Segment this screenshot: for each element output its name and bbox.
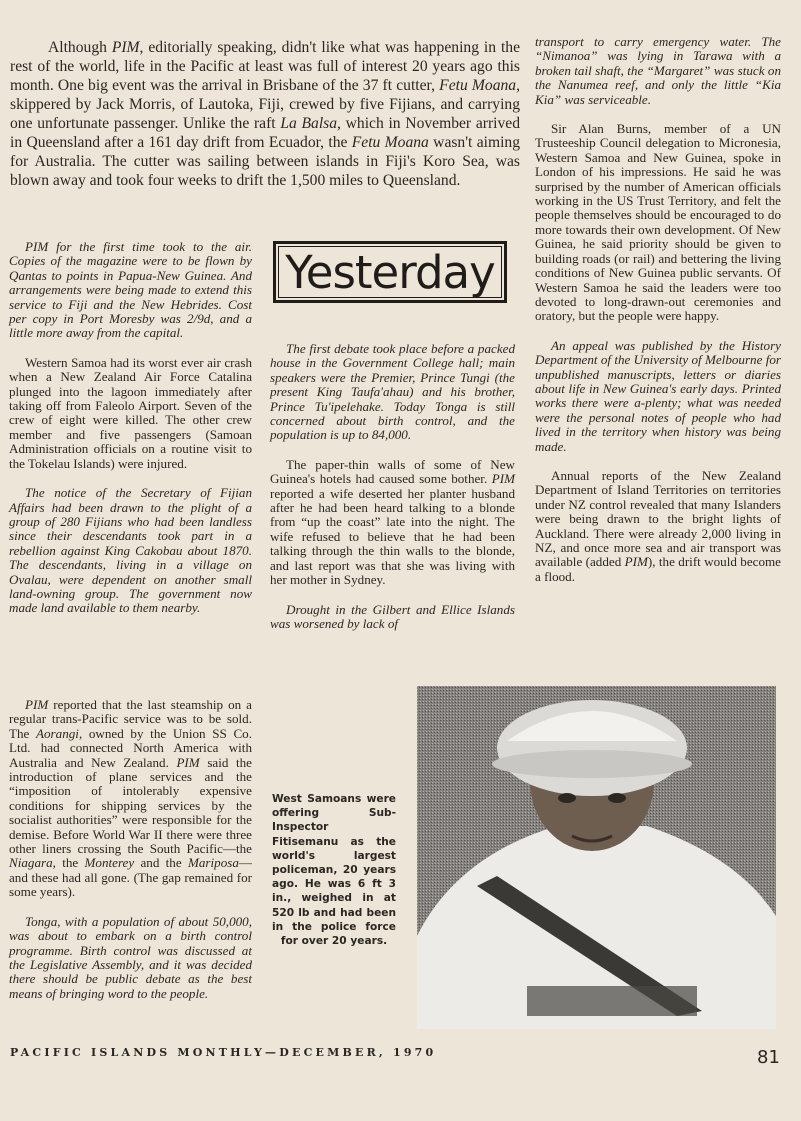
item-annual-reports bbox=[535, 469, 781, 584]
lead-pim: PIM bbox=[111, 39, 140, 56]
item-fijian-land: The notice of the Secretary of Fijian Affairs had been drawn to the plight of a group of 280 Fijians who had been landless since their descendants took part in a rebellion against King Cakobau about 1870. The descendants, living in a village on Ovalau, were dependent on another small land-owning group. The government now made land available to them nearby. bbox=[9, 485, 252, 616]
page-footer: PACIFIC ISLANDS MONTHLY—DECEMBER, 1970 bbox=[10, 1046, 437, 1059]
policeman-photo bbox=[417, 686, 776, 1029]
column-3 bbox=[535, 35, 781, 599]
body-text: —and these had all gone. (The gap remained for some years). bbox=[9, 855, 252, 900]
pim-ref: PIM bbox=[624, 554, 648, 570]
body-text: said the introduction of plane services and the “imposition of intolerably expensive conditions for shipping services by the socialist authorities” were responsible for the demise. Before World War II there were three other liners crossing the South Pacific—the bbox=[9, 754, 252, 857]
lead-raft-name: La Balsa bbox=[280, 115, 338, 132]
item-tonga-birth-control: Tonga, with a population of about 50,000, was about to embark on a birth control programme. Birth control was discussed at the Legislative Assembly, and it was decided there should be public debate as the best means of bringing word to the people. bbox=[9, 913, 252, 1001]
item-alan-burns: Sir Alan Burns, member of a UN Trusteeship Council delegation to Micronesia, Western Samoa and New Guinea, spoke in London of his impressions. He said he was surprised by the number of American officials working in the US Trust Territory, and felt the people themselves should be encouraged to do more towards their own development. Of New Guinea, he said priority should be given to building roads (or rail) and bettering the living conditions of New Guinea public servants. Of Western Samoa he said the leaders were too devoted to long-drawn-out ceremonies and oratory, but the people were happy. bbox=[535, 121, 781, 324]
item-drought-continued: transport to carry emergency water. The “Nimanoa” was lying in Tarawa with a broken tail shaft, the “Margaret” was stuck on the Nanumea reef, and only the little “Kia Kia” was serviceable. bbox=[535, 34, 781, 107]
lead-text: , skippered by Jack Morris, of Lautoka, Fiji, crewed by five Fijians, and carrying one unfortunate passenger. Unlike the raft bbox=[10, 77, 520, 132]
ship-name: Mariposa bbox=[187, 855, 239, 871]
item-hotel-walls bbox=[270, 458, 515, 588]
lead-text: , which in November arrived in Queensland after a 161 day drift from Ecuador, the bbox=[10, 115, 520, 151]
body-text: reported that the last steamship on a regular trans-Pacific service was to be sold. The bbox=[9, 697, 252, 741]
body-text: The paper-thin walls of some of New Guinea's hotels had caused some bother. bbox=[270, 456, 515, 487]
lead-text: , editorially speaking, didn't like what was happening in the rest of the world, life in the Pacific at least was full of interest 20 years ago this month. One big event was the arrival in Brisbane of the 37 ft cutter, bbox=[10, 39, 520, 94]
ship-name: Monterey bbox=[84, 855, 135, 871]
body-text: and the bbox=[134, 855, 188, 871]
pim-ref: PIM bbox=[491, 471, 515, 487]
body-text: , owned by the Union SS Co. Ltd. had connected North America with Australia and New Zealand. bbox=[9, 725, 252, 770]
lead-paragraph bbox=[10, 38, 520, 190]
column-1-lower bbox=[9, 698, 252, 1016]
lead-text: Although bbox=[48, 39, 112, 56]
item-steamship bbox=[9, 698, 252, 900]
body-text: , the bbox=[52, 855, 85, 871]
photo-caption: West Samoans were offering Sub-Inspector Fitisemanu as the world's largest policeman, 20 years ago. He was 6 ft 3 in., weighed in at 520 lb and had been in the police force for over 20 years. bbox=[272, 793, 396, 948]
column-2 bbox=[270, 342, 515, 646]
lead-ship-name: Fetu Moana bbox=[439, 77, 517, 94]
lead-ship-name: Fetu Moana bbox=[351, 134, 429, 151]
ship-name: Niagara bbox=[9, 855, 53, 871]
item-drought: Drought in the Gilbert and Ellice Islands was worsened by lack of bbox=[270, 601, 515, 631]
item-history-appeal: An appeal was published by the History Department of the University of Melbourne for unpublished manuscripts, letters or diaries about life in New Guinea's early days. Printed works there were a-plenty; what was needed were the personal notes of people who had lived in the territory when history was being made. bbox=[535, 337, 781, 454]
policeman-illustration bbox=[417, 686, 776, 1029]
yesterday-masthead: Yesterday bbox=[273, 241, 507, 303]
ship-name: Aorangi bbox=[36, 725, 79, 741]
item-tonga-debate: The first debate took place before a packed house in the Government College hall; main speakers were the Premier, Prince Tungi (the present King Taufa'ahau) and his brother, Prince Tu'ipelehake. Today Tonga is still concerned about birth control, and the population is up to 84,000. bbox=[270, 341, 515, 443]
pim-ref: PIM bbox=[176, 754, 200, 770]
column-1 bbox=[9, 240, 252, 631]
body-text: reported a wife deserted her planter husband after he had been heard talking to a blonde from “up the coast” late into the night. The wife refused to believe that he had been talking through the thin walls to the blonde, and last report was that she was living with her mother in Sydney. bbox=[270, 485, 515, 588]
item-air-service: PIM for the first time took to the air. Copies of the magazine were to be flown by Qantas to points in Papua-New Guinea. And arrangements were being made to extend this service to Fiji and the New Hebrides. Cost per copy in Port Moresby was 2/9d, and a little more away from the capital. bbox=[9, 239, 252, 341]
page-number: 81 bbox=[757, 1047, 780, 1068]
lead-text: wasn't aiming for Australia. The cutter was sailing between islands in Fiji's Koro Sea, was blown away and took four weeks to drift the 1,500 miles to Queensland. bbox=[10, 134, 520, 189]
item-air-crash: Western Samoa had its worst ever air crash when a New Zealand Air Force Catalina plunged into the lagoon immediately after taking off from Faleolo Airport. Seven of the crew of eight were killed. The other crew member and five passengers (Samoan Administration officials on a routine visit to the Tokelau Islands) were injured. bbox=[9, 354, 252, 471]
pim-ref: PIM bbox=[25, 697, 49, 712]
body-text: Annual reports of the New Zealand Department of Island Territories on territories under NZ control revealed that many Islanders were being drawn to the bright lights of Auckland. There were already 2,000 living in NZ, and once more sea and air transport was available (added bbox=[535, 467, 781, 570]
body-text: ), the drift would become a flood. bbox=[535, 554, 781, 584]
